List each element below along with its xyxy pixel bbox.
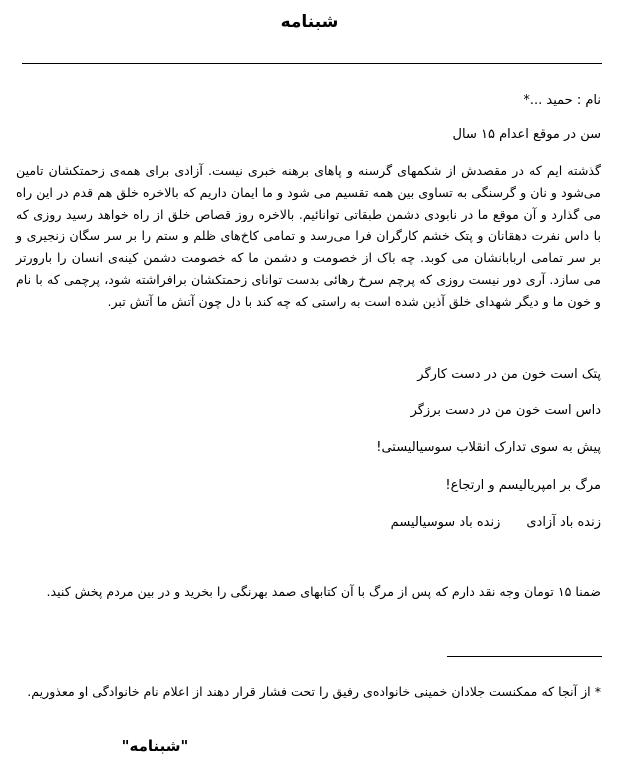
name-line: نام : حمید ...* (523, 93, 601, 108)
slogan-socialism: زنده باد سوسیالیسم (390, 515, 501, 530)
age-line: سن در موقع اعدام ۱۵ سال (452, 127, 601, 142)
slogan-1: پتک است خون من در دست کارگر (417, 367, 601, 382)
title-divider (22, 63, 602, 64)
slogan-2: داس است خون من در دست برزگر (410, 403, 601, 418)
slogan-freedom: زنده باد آزادی (526, 515, 601, 530)
final-slogans (21, 512, 601, 534)
slogan-4: مرگ بر امپریالیسم و ارتجاع! (445, 478, 601, 493)
footnote-divider (447, 656, 602, 657)
slogan-3: پیش به سوی تدارک انقلاب سوسیالیستی! (376, 440, 601, 455)
footnote: * از آنجا که ممکنست جلادان خمینی خانواده‌ی رفیق را تحت فشار قرار دهند از اعلام نام خانوادگی او معذوریم. (27, 684, 601, 699)
signature: "شبنامه" (121, 737, 189, 755)
note-paragraph: ضمنا ۱۵ تومان وجه نقد دارم که پس از مرگ با آن کتابهای صمد بهرنگی را بخرید و در بین مردم پخش کنید. (46, 584, 601, 599)
page-title: شبنامه (280, 12, 339, 32)
body-paragraph: گذشته ایم که در مقصدش از شکمهای گرسنه و پاهای برهنه خبری نیست. آزادی برای همه‌ی زحمتکشان تامین می‌شود و نان و گرسنگی به تساوی بین همه تقسیم می شود و ما ایمان داریم که بالاخره خلق هم قدم در این راه می گذارد و آن موقع ما در نابودی دشمن طبقاتی توانائیم. بالاخره روز قصاص خلق از راه خواهد رسید روزی که با داس نفرت دهقانان و پتک خشم کارگران فرا می‌رسد و تمامی کاخ‌های ظلم و ستم را بر سر سگان زنجیری و بر سر تمامی اربابانشان می کوبد. چه باک از خصومت و دشمن ما که خصومت دشمن کینه‌ی انسان را بارورتر می سازد. آری دور نیست روزی که پرچم سرخ رهائی بدست توانای زحمتکشان برافراشته شود، پرچمی که با نام و خون ما و دیگر شهدای خلق آذین شده است به راستی که چه کند با دل چون آتش ما آتش تبر. (16, 163, 601, 309)
